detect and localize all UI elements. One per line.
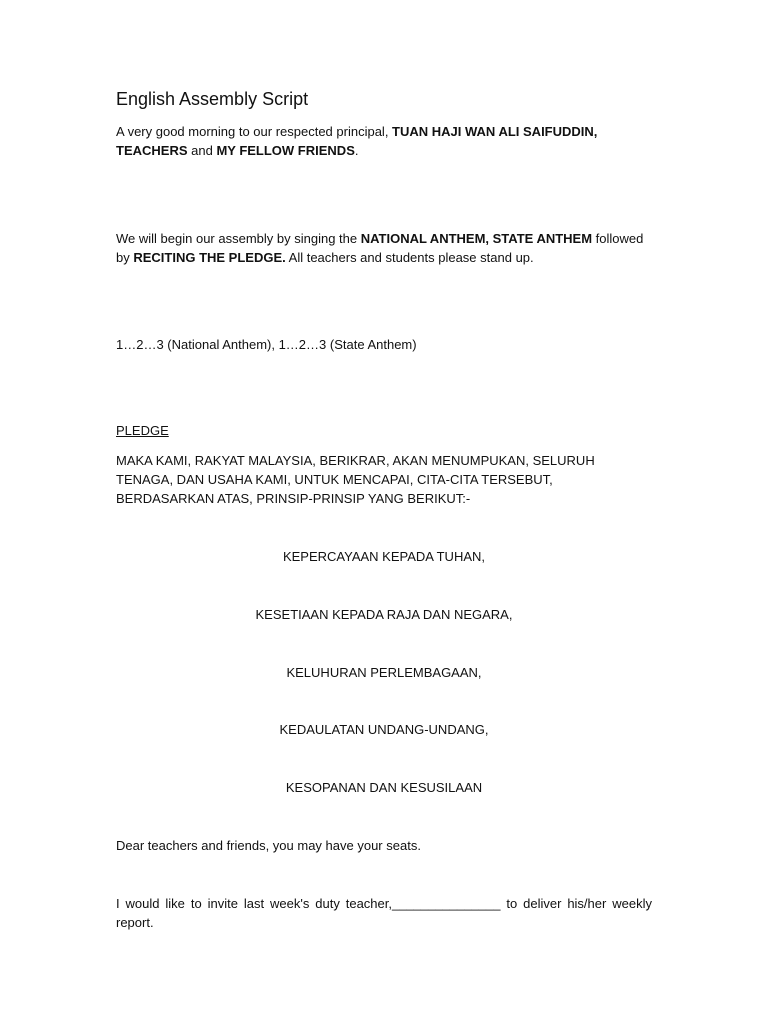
seats-line: Dear teachers and friends, you may have your seats. [116,838,421,853]
begin-text-2: followed by [116,231,644,265]
greeting-text-1: A very good morning to our respected principal, [116,124,393,139]
begin-paragraph [116,229,652,267]
begin-bold-1: NATIONAL ANTHEM, STATE ANTHEM [360,231,593,246]
document-title: English Assembly Script [116,89,309,109]
begin-bold-2: RECITING THE PLEDGE. [133,250,286,265]
greeting-bold-2: MY FELLOW FRIENDS [216,143,355,158]
pledge-heading: PLEDGE [116,423,169,438]
pledge-body: MAKA KAMI, RAKYAT MALAYSIA, BERIKRAR, AKAN MENUMPUKAN, SELURUH TENAGA, DAN USAHA KAMI, UNTUK MENCAPAI, CITA-CITA TERSEBUT, BERDASARKAN ATAS, PRINSIP-PRINSIP YANG BERIKUT:- [116,453,595,506]
invite-paragraph: I would like to invite last week's duty teacher,_______________ to deliver his/her weekly report. [116,896,652,930]
pledge-principle: KESETIAAN KEPADA RAJA DAN NEGARA, [255,607,513,622]
pledge-principle: KESOPANAN DAN KESUSILAAN [285,780,483,795]
begin-text-3: All teachers and students please stand up. [285,250,534,265]
pledge-principle: KELUHURAN PERLEMBAGAAN, [286,665,482,680]
pledge-principle: KEDAULATAN UNDANG-UNDANG, [279,722,489,737]
greeting-text-2: and [187,143,217,158]
greeting-text-3: . [354,143,359,158]
greeting-paragraph [116,122,652,160]
begin-text-1: We will begin our assembly by singing the [116,231,361,246]
pledge-principle: KEPERCAYAAN KEPADA TUHAN, [282,549,486,564]
greeting-bold-1: TUAN HAJI WAN ALI SAIFUDDIN, TEACHERS [116,124,598,158]
countdown-line: 1…2…3 (National Anthem), 1…2…3 (State Anthem) [116,337,417,352]
